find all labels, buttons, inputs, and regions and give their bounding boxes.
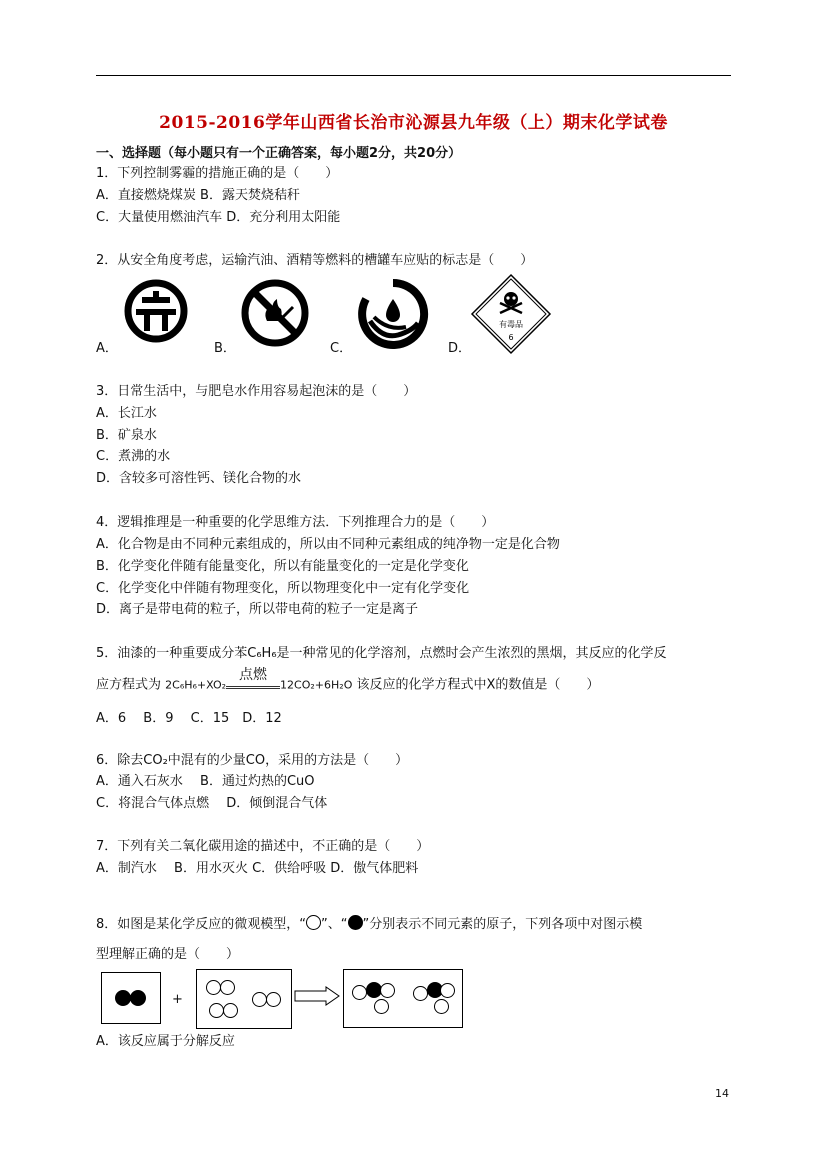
q7-stem: 7．下列有关二氧化碳用途的描述中，不正确的是（ ） [96,839,430,854]
q4-stem: 4．逻辑推理是一种重要的化学思维方法．下列推理合力的是（ ） [96,515,495,530]
page-title: 2015-2016学年山西省长治市沁源县九年级（上）期末化学试卷 [159,113,668,133]
q7-options: A．制汽水 B．用水灭火 C．供给呼吸 D．傲气体肥料 [96,861,419,876]
q4-option-b: B．化学变化伴随有能量变化，所以有能量变化的一定是化学变化 [96,559,469,574]
q5-line2 [96,667,600,695]
q2-label-d: D． [448,341,472,356]
section-heading: 一、选择题（每小题只有一个正确答案，每小题2分，共20分） [96,146,462,161]
q3-option-c: C．煮沸的水 [96,449,171,464]
black-atom [130,990,146,1006]
white-atom [440,983,455,998]
white-atom [209,1003,224,1018]
q1-options-cd: C．大量使用燃油汽车 D．充分利用太阳能 [96,210,341,225]
q4-option-d: D．离子是带电荷的粒子，所以带电荷的粒子一定是离子 [96,602,419,617]
q3-option-d: D．含较多可溶性钙、镁化合物的水 [96,471,302,486]
q5-line2-post: 该反应的化学方程式中X的数值是（ ） [356,677,600,693]
q3-option-b: B．矿泉水 [96,428,157,443]
white-atom [434,999,449,1014]
q2-label-a: A． [96,341,118,356]
q1-stem: 1．下列控制雾霾的措施正确的是（ ） [96,166,339,181]
white-atom [252,992,267,1007]
q1-options-ab: A．直接燃烧煤炭 B．露天焚烧秸秆 [96,188,300,203]
q2-label-c: C． [330,341,353,356]
page-number: 14 [715,1087,729,1100]
header-rule [96,75,731,76]
q6-stem: 6．除去CO₂中混有的少量CO，采用的方法是（ ） [96,753,409,768]
q5-options: A．6 B．9 C．15 D．12 [96,711,282,726]
sign-d-text: 有毒品 [499,320,523,329]
white-atom-icon [306,915,321,930]
reactant-box-2 [196,969,292,1029]
black-atom-icon [348,915,363,930]
no-fire-sign-icon [239,277,311,349]
water-saving-sign-icon [356,277,430,351]
recycle-sign-icon [122,277,190,345]
q8-line1: 8．如图是某化学反应的微观模型，“ ”、“ ”分别表示不同元素的原子，下列各项中对图示模 [96,917,643,932]
white-atom [266,992,281,1007]
q5-line1: 5．油漆的一种重要成分苯C₆H₆是一种常见的化学溶剂，点燃时会产生浓烈的黑烟，其反应的化学反 [96,646,667,661]
white-atom [206,980,221,995]
reaction-condition: 点燃 [239,667,268,683]
reaction-arrow-icon [294,986,340,1006]
q4-option-a: A．化合物是由不同种元素组成的，所以由不同种元素组成的纯净物一定是化合物 [96,537,560,552]
q5-line2-pre: 应方程式为 [96,677,162,693]
q2-stem: 2．从安全角度考虑，运输汽油、酒精等燃料的槽罐车应贴的标志是（ ） [96,253,534,268]
q8-line2: 型理解正确的是（ ） [96,947,240,962]
toxic-substance-sign-icon [470,273,552,355]
q4-option-c: C．化学变化中伴随有物理变化，所以物理变化中一定有化学变化 [96,581,470,596]
white-atom [374,999,389,1014]
plus-sign: + [172,992,183,1007]
sign-d-number: 6 [508,333,514,342]
white-atom [413,986,428,1001]
equation-right: 12CO₂+6H₂O [280,678,353,692]
reactant-box-1 [101,972,161,1024]
q2-label-b: B． [214,341,236,356]
q6-options-cd: C．将混合气体点燃 D．倾倒混合气体 [96,796,328,811]
black-atom [115,990,131,1006]
white-atom [220,980,235,995]
q8-option-a: A．该反应属于分解反应 [96,1034,235,1049]
white-atom [352,985,367,1000]
q3-stem: 3．日常生活中，与肥皂水作用容易起泡沫的是（ ） [96,384,417,399]
white-atom [223,1003,238,1018]
q3-option-a: A．长江水 [96,406,157,421]
product-box [343,969,463,1028]
reaction-arrow [226,667,280,694]
equation-left: 2C₆H₆+XO₂ [165,678,227,692]
q6-options-ab: A．通入石灰水 B．通过灼热的CuO [96,774,315,789]
white-atom [380,983,395,998]
